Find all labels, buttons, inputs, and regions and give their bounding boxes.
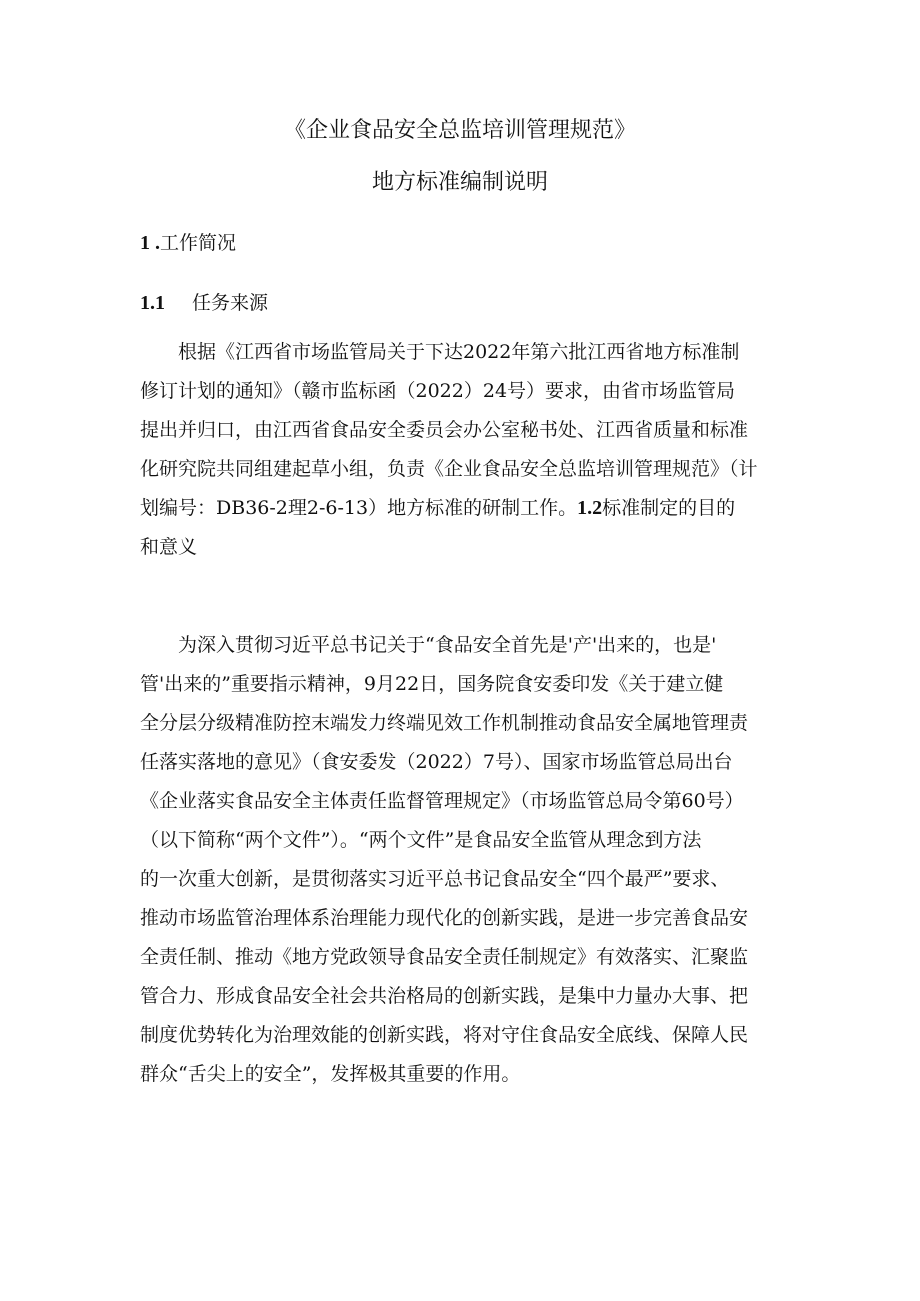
section-heading-1 <box>140 229 236 257</box>
paragraph-task-source <box>140 333 788 567</box>
paragraph-line: 根据《江西省市场监管局关于下达2022年第六批江西省地方标准制 <box>178 341 740 363</box>
paragraph-line: 全责任制、推动《地方党政领导食品安全责任制规定》有效落实、汇聚监 <box>140 946 749 968</box>
section-number-1-2: 1.2 <box>577 497 603 519</box>
section-label: 工作简况 <box>160 232 237 254</box>
paragraph-text: 划编号：DB36-2理2-6-13）地方标准的研制工作。 <box>140 497 578 519</box>
paragraph-line: （以下简称“两个文件”）。“两个文件”是食品安全监管从理念到方法 <box>140 829 702 851</box>
paragraph-line: 修订计划的通知》（赣市监标函（2022）24号）要求，由省市场监管局 <box>140 380 736 402</box>
section-number: 1.1 <box>140 292 165 314</box>
document-title: 《企业食品安全总监培训管理规范》 <box>283 118 636 143</box>
paragraph-line: 任落实落地的意见》（食安委发（2022）7号）、国家市场监管总局出台 <box>140 751 733 773</box>
section-label-1-2: 标准制定的目的 <box>602 497 736 519</box>
section-heading-1-1 <box>140 289 268 317</box>
paragraph-line: 的一次重大创新，是贯彻落实习近平总书记食品安全“四个最严”要求、 <box>140 868 730 890</box>
paragraph-line: 制度优势转化为治理效能的创新实践，将对守住食品安全底线、保障人民 <box>140 1024 749 1046</box>
paragraph-line: 和意义 <box>140 536 198 558</box>
paragraph-line: 群众“舌尖上的安全”，发挥极其重要的作用。 <box>140 1063 521 1085</box>
paragraph-line: 管'出来的”重要指示精神，9月22日，国务院食安委印发《关于建立健 <box>140 673 724 695</box>
paragraph-purpose <box>140 626 788 1094</box>
paragraph-line: 推动市场监管治理体系治理能力现代化的创新实践，是进一步完善食品安 <box>140 907 749 929</box>
document-subtitle: 地方标准编制说明 <box>371 170 548 195</box>
paragraph-line: 提出并归口，由江西省食品安全委员会办公室秘书处、江西省质量和标准 <box>140 419 749 441</box>
paragraph-line: 管合力、形成食品安全社会共治格局的创新实践，是集中力量办大事、把 <box>140 985 749 1007</box>
paragraph-line: 全分层分级精准防控末端发力终端见效工作机制推动食品安全属地管理责 <box>140 712 749 734</box>
paragraph-line: 化研究院共同组建起草小组，负责《企业食品安全总监培训管理规范》（计 <box>140 458 758 480</box>
paragraph-line: 为深入贯彻习近平总书记关于“食品安全首先是'产'出来的，也是' <box>178 634 717 656</box>
section-number: 1 . <box>140 232 160 254</box>
paragraph-line: 《企业落实食品安全主体责任监督管理规定》（市场监管总局令第60号） <box>140 790 744 812</box>
section-label: 任务来源 <box>192 292 269 314</box>
paragraph-line-with-heading <box>140 489 788 528</box>
